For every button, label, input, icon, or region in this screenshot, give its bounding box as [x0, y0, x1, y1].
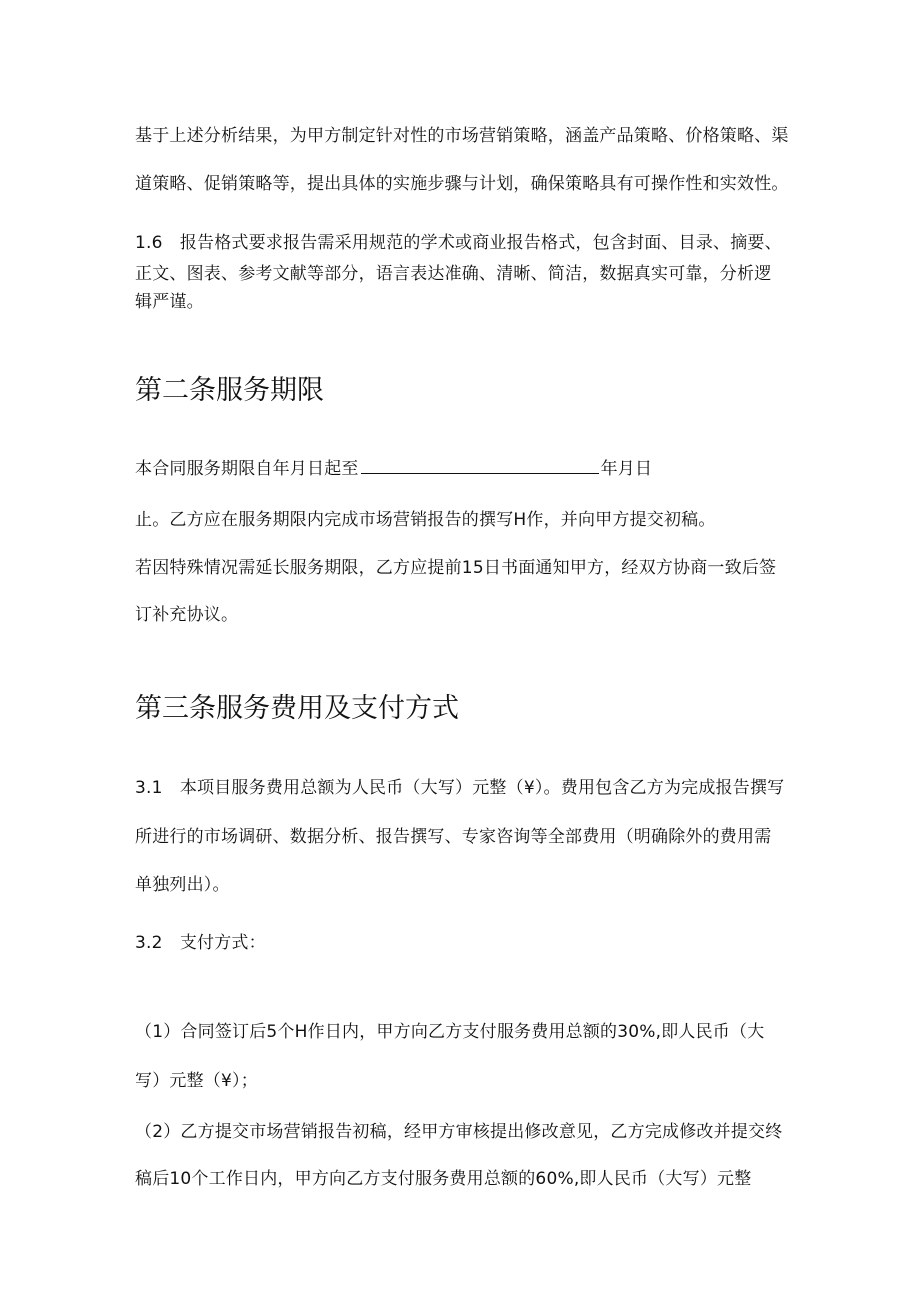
clause-3-1-line-2: 所进行的市场调研、数据分析、报告撰写、专家咨询等全部费用（明确除外的费用需 — [135, 827, 772, 847]
term-end-date-blank — [361, 457, 599, 474]
clause-1-6-line-3: 辑严谨。 — [135, 292, 204, 312]
article-2-line-1 — [135, 457, 652, 481]
clause-1-6-line-1: 1.6 报告格式要求报告需采用规范的学术或商业报告格式，包含封面、目录、摘要、 — [135, 233, 782, 253]
intro-line-2: 道策略、促销策略等，提出具体的实施步骤与计划，确保策略具有可操作性和实效性。 — [135, 174, 789, 194]
article-2-line-3: 若因特殊情况需延长服务期限，乙方应提前15日书面通知甲方，经双方协商一致后签 — [135, 558, 777, 578]
article-2-line-2: 止。乙方应在服务期限内完成市场营销报告的撰写H作，并向甲方提交初稿。 — [135, 510, 716, 530]
article-2-heading: 第二条服务期限 — [135, 375, 324, 406]
clause-3-1-line-3: 单独列出）。 — [135, 875, 230, 895]
term-end-text: 年月日 — [600, 459, 653, 479]
payment-1-line-2: 写）元整（¥）； — [135, 1071, 258, 1091]
payment-2-line-2: 稿后10个工作日内，甲方向乙方支付服务费用总额的60%,即人民币（大写）元整 — [135, 1169, 752, 1189]
intro-line-1: 基于上述分析结果，为甲方制定针对性的市场营销策略，涵盖产品策略、价格策略、渠 — [135, 126, 789, 146]
clause-3-1-line-1: 3.1 本项目服务费用总额为人民币（大写）元整（¥）。费用包含乙方为完成报告撰写 — [135, 778, 785, 798]
term-start-text: 本合同服务期限自年月日起至 — [135, 459, 359, 479]
clause-1-6-line-2: 正文、图表、参考文献等部分，语言表达准确、清晰、简洁，数据真实可靠，分析逻 — [135, 264, 772, 284]
article-3-heading: 第三条服务费用及支付方式 — [135, 693, 459, 724]
clause-3-2-heading: 3.2 支付方式： — [135, 933, 266, 953]
payment-2-line-1: （2）乙方提交市场营销报告初稿，经甲方审核提出修改意见，乙方完成修改并提交终 — [135, 1122, 783, 1142]
article-2-line-4: 订补充协议。 — [135, 605, 239, 625]
payment-1-line-1: （1）合同签订后5个H作日内，甲方向乙方支付服务费用总额的30%,即人民币（大 — [135, 1022, 765, 1042]
